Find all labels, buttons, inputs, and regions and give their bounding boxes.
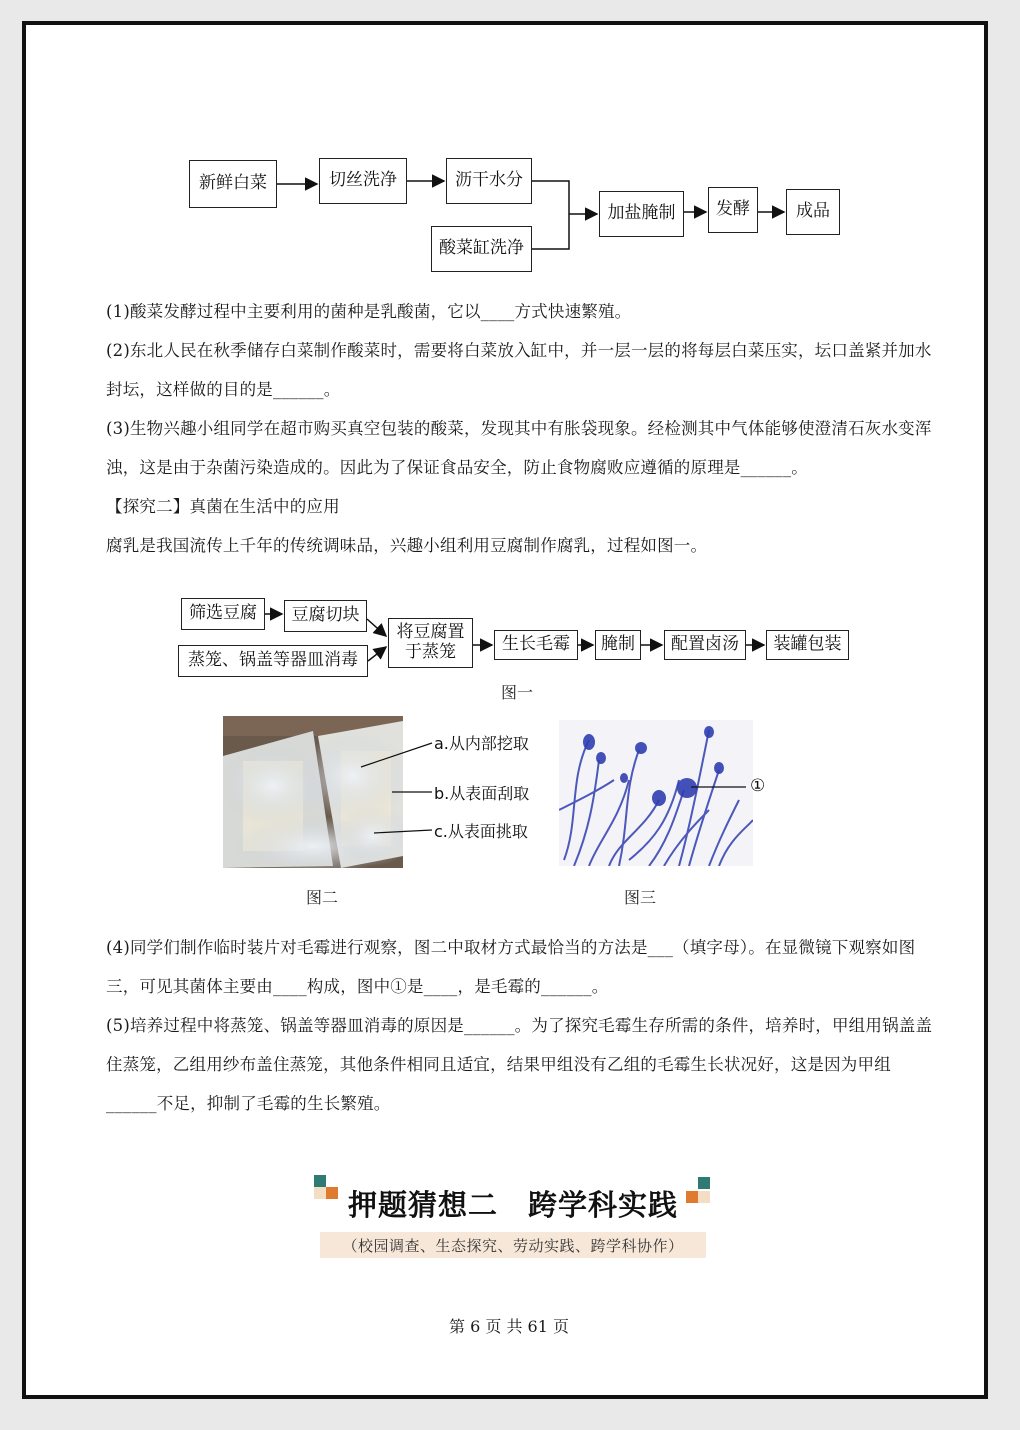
figure-2-label-a: a.从内部挖取 (434, 734, 529, 753)
box-fresh-cabbage: 新鲜白菜 (189, 160, 277, 208)
box-place-tofu: 将豆腐置于蒸笼 (388, 618, 473, 668)
question-1: (1)酸菜发酵过程中主要利用的菌种是乳酸菌，它以____方式快速繁殖。 (106, 302, 632, 321)
intro-paragraph: 腐乳是我国流传上千年的传统调味品，兴趣小组利用豆腐制作腐乳，过程如图一。 (106, 536, 708, 555)
question-4: (4)同学们制作临时装片对毛霉进行观察，图二中取材方式最恰当的方法是___（填字母）。在显微镜下观察如图三，可见其菌体主要由____构成，图中①是____，是毛霉的______。 (106, 938, 916, 996)
box-pickle: 腌制 (595, 630, 641, 660)
section-title: 押题猜想二 跨学科实践 (348, 1188, 679, 1222)
section-subtitle: （校园调查、生态探究、劳动实践、跨学科协作） (320, 1232, 706, 1258)
moldy-tofu-image (223, 716, 403, 868)
question-2: (2)东北人民在秋季储存白菜制作酸菜时，需要将白菜放入缸中，并一层一层的将每层白菜压实，坛口盖紧并加水封坛，这样做的目的是______。 (106, 341, 932, 399)
mucor-micrograph-image (559, 720, 753, 866)
figure-2-caption: 图二 (306, 888, 339, 907)
deco-square-tan-left (314, 1187, 326, 1199)
page-number-footer: 第 6 页 共 61 页 (449, 1317, 569, 1336)
question-5: (5)培养过程中将蒸笼、锅盖等器皿消毒的原因是______。为了探究毛霉生存所需的条件，培养时，甲组用锅盖盖住蒸笼，乙组用纱布盖住蒸笼，其他条件相同且适宜，结果甲组没有乙组的毛霉生长状况好，这是因为甲组______不足，抑制了毛霉的生长繁殖。 (106, 1016, 933, 1113)
deco-square-orange-right (686, 1191, 698, 1203)
box-ferment: 发酵 (708, 187, 758, 233)
box-shred-wash: 切丝洗净 (319, 158, 407, 204)
box-jar-wash: 酸菜缸洗净 (431, 226, 532, 272)
explore-2-heading: 【探究二】真菌在生活中的应用 (106, 497, 340, 516)
deco-square-tan-right (698, 1191, 710, 1203)
deco-square-orange-left (326, 1187, 338, 1199)
microscope-photo (559, 720, 753, 866)
deco-square-teal-right (698, 1177, 710, 1189)
figure-2-label-c: c.从表面挑取 (434, 822, 528, 841)
box-cut-tofu: 豆腐切块 (284, 600, 367, 632)
box-disinfect: 蒸笼、锅盖等器皿消毒 (178, 645, 368, 677)
box-drain: 沥干水分 (446, 158, 532, 204)
moldy-tofu-photo (223, 716, 403, 868)
document-page (22, 21, 988, 1399)
box-bottle: 装罐包装 (766, 630, 849, 660)
figure-3-caption: 图三 (624, 888, 657, 907)
box-salt-pickle: 加盐腌制 (599, 191, 684, 237)
box-brine: 配置卤汤 (664, 630, 746, 660)
box-grow-mold: 生长毛霉 (494, 630, 578, 660)
figure-3-label-1: ① (750, 776, 766, 796)
question-3: (3)生物兴趣小组同学在超市购买真空包装的酸菜，发现其中有胀袋现象。经检测其中气体能够使澄清石灰水变浑浊，这是由于杂菌污染造成的。因此为了保证食品安全，防止食物腐败应遵循的原理是______。 (106, 419, 932, 477)
figure-2-label-b: b.从表面刮取 (434, 784, 530, 803)
box-product: 成品 (786, 189, 840, 235)
deco-square-teal-left (314, 1175, 326, 1187)
box-select-tofu: 筛选豆腐 (181, 598, 265, 630)
figure-1-caption: 图一 (501, 683, 534, 702)
